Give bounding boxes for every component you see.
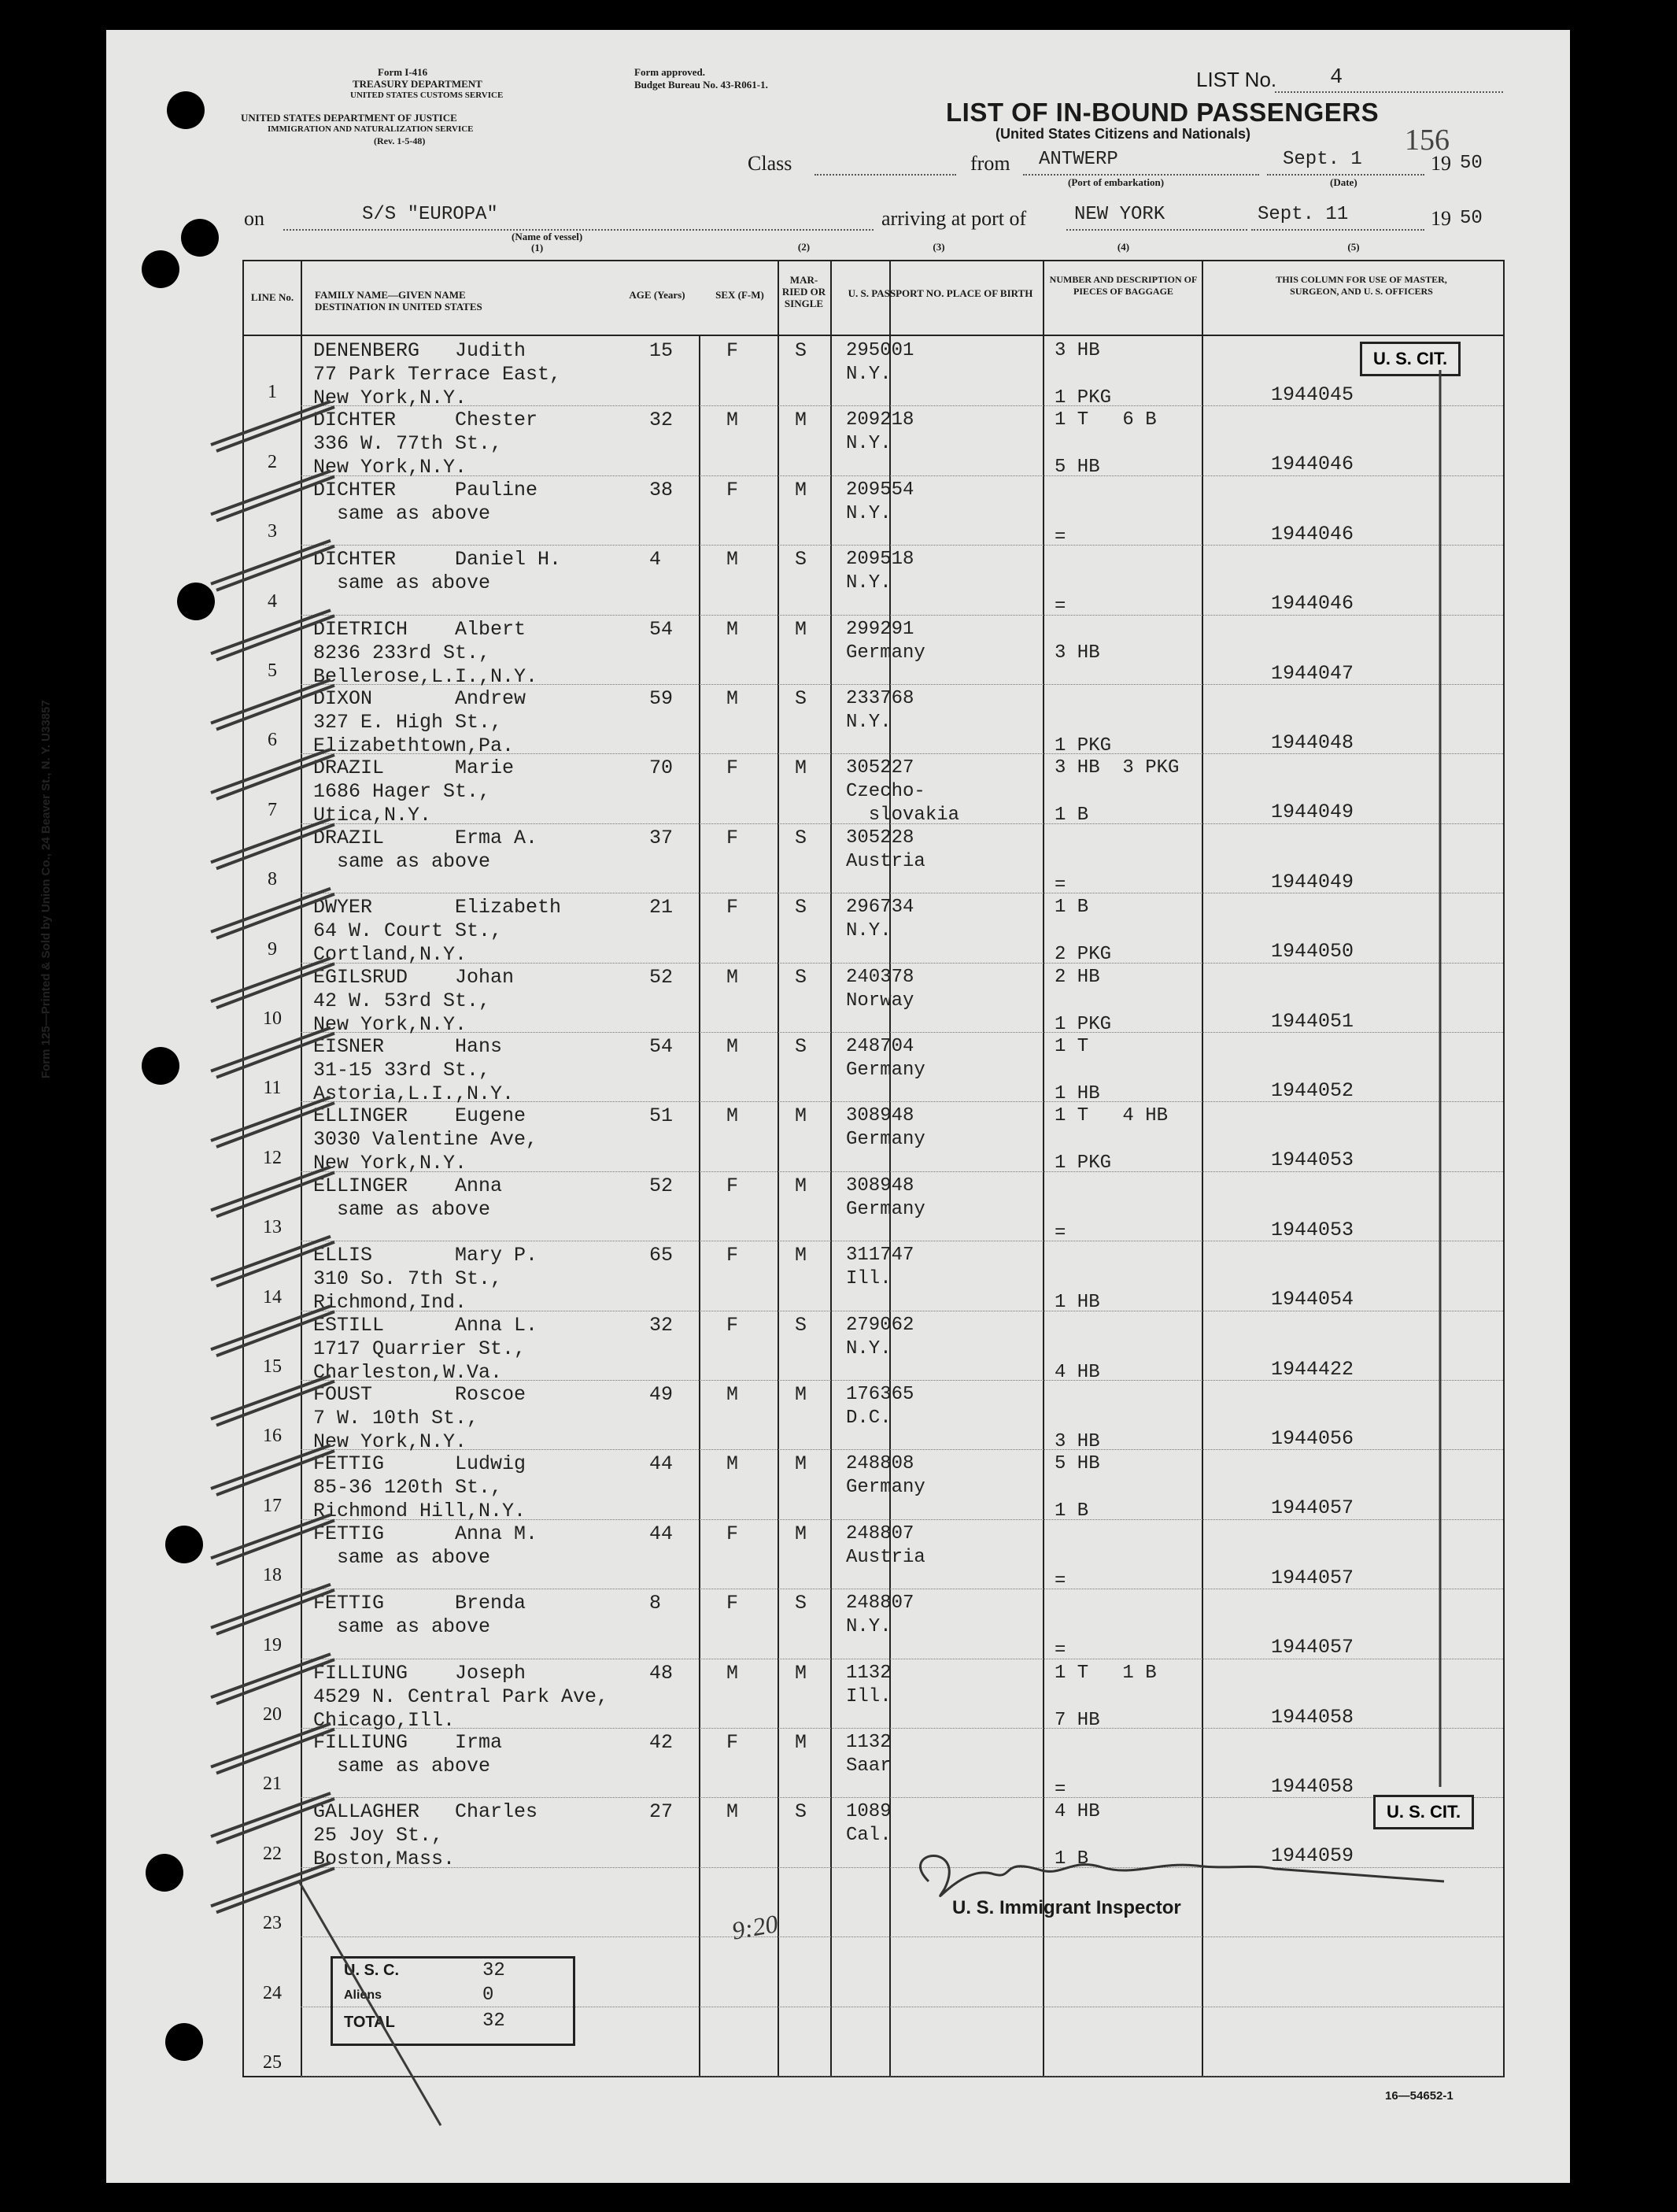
date-caption: (Date) [1330, 176, 1357, 188]
form-revision: (Rev. 1-5-48) [374, 135, 426, 146]
passenger-name-destination: DWYER Elizabeth 64 W. Court St., Cortland,N.Y. [313, 896, 562, 967]
marital-status: S [795, 826, 807, 849]
check-mark [211, 471, 334, 520]
marital-status: S [795, 548, 807, 571]
line-number: 17 [263, 1495, 282, 1516]
document-subtitle: (United States Citizens and Nationals) [995, 126, 1251, 142]
check-mark [211, 1654, 334, 1703]
officer-number: 1944054 [1271, 1288, 1354, 1311]
baggage-description: = [1055, 874, 1066, 896]
line-number: 12 [263, 1147, 282, 1168]
officer-number: 1944057 [1271, 1566, 1354, 1589]
passenger-name-destination: FETTIG Ludwig 85-36 120th St., Richmond Hill,N.Y. [313, 1452, 526, 1523]
officer-number: 1944422 [1271, 1357, 1354, 1381]
officer-number: 1944053 [1271, 1149, 1354, 1172]
header-baggage-num: (4) [1117, 241, 1130, 253]
header-officers: THIS COLUMN FOR USE OF MASTER, SURGEON, AND U. S. OFFICERS [1276, 274, 1447, 297]
header-married-num: (2) [797, 241, 811, 253]
check-mark [211, 1097, 334, 1147]
passenger-name-destination: DICHTER Chester 336 W. 77th St., New York,N.Y. [313, 409, 538, 479]
passenger-name-destination: EGILSRUD Johan 42 W. 53rd St., New York,N.Y. [313, 965, 515, 1036]
marital-status: S [795, 1035, 807, 1058]
passenger-sex: F [726, 1313, 739, 1337]
passenger-age: 44 [649, 1522, 674, 1545]
line-number: 1 [268, 382, 277, 403]
page-number: 156 [1405, 124, 1450, 157]
dept-justice: UNITED STATES DEPARTMENT OF JUSTICE [241, 112, 457, 124]
marital-status: S [795, 896, 807, 919]
passenger-age: 8 [649, 1592, 662, 1615]
check-mark [211, 1862, 334, 1912]
passenger-sex: F [726, 1244, 739, 1267]
passport-birthplace: 248704 Germany [846, 1036, 925, 1081]
check-mark [211, 889, 334, 938]
check-mark [211, 610, 334, 660]
header-passport-num: (3) [933, 241, 945, 253]
check-mark [211, 1585, 334, 1634]
passenger-age: 48 [649, 1661, 674, 1685]
line-number: 7 [268, 799, 277, 820]
us-citizen-stamp: U. S. CIT. [1373, 1795, 1474, 1829]
officer-number: 1944046 [1271, 522, 1354, 546]
embark-date-value: Sept. 1 [1283, 149, 1362, 170]
passenger-name-destination: FILLIUNG Irma same as above [313, 1731, 503, 1777]
passenger-age: 42 [649, 1731, 674, 1754]
baggage-description: 4 HB [1055, 1361, 1100, 1383]
marital-status: S [795, 1800, 807, 1824]
marital-status: S [795, 1592, 807, 1615]
passenger-age: 52 [649, 1174, 674, 1197]
on-label: on [244, 207, 264, 230]
header-name: FAMILY NAME—GIVEN NAME DESTINATION IN UNITED STATES [315, 289, 482, 313]
baggage-description: 3 HB [1055, 1431, 1100, 1452]
printer-imprint: Form 125—Printed & Sold by Union Co., 24 Beaver St., N. Y. U33857 [39, 700, 53, 1078]
passport-birthplace: 176365 D.C. [846, 1384, 914, 1429]
marital-status: M [795, 1244, 807, 1267]
passenger-sex: M [726, 409, 739, 432]
baggage-description: 5 HB 1 B [1055, 1453, 1100, 1522]
line-number: 4 [268, 590, 277, 612]
passport-birthplace: 311747 Ill. [846, 1245, 914, 1290]
line-number: 22 [263, 1843, 282, 1864]
line-number: 5 [268, 660, 277, 681]
officer-number: 1944058 [1271, 1775, 1354, 1798]
baggage-description: = [1055, 1570, 1066, 1592]
header-passport: U. S. PASSPORT NO. PLACE OF BIRTH [848, 287, 1033, 299]
passenger-age: 32 [649, 409, 674, 432]
passenger-age: 49 [649, 1383, 674, 1406]
passenger-age: 27 [649, 1800, 674, 1824]
check-mark [211, 1515, 334, 1564]
baggage-description: = [1055, 1779, 1066, 1800]
header-officers-num: (5) [1347, 241, 1360, 253]
passenger-age: 37 [649, 826, 674, 849]
footer-code: 16—54652-1 [1385, 2089, 1454, 2103]
baggage-description: 1 T 1 B 7 HB [1055, 1662, 1157, 1731]
passenger-age: 32 [649, 1313, 674, 1337]
passenger-sex: M [726, 965, 739, 989]
baggage-description: 1 T 1 HB [1055, 1036, 1100, 1104]
inspector-label: U. S. Immigrant Inspector [952, 1897, 1181, 1918]
check-mark [211, 1445, 334, 1495]
time-note: 9:20 [730, 1909, 781, 1945]
line-number: 19 [263, 1634, 282, 1655]
line-number: 6 [268, 730, 277, 751]
passenger-name-destination: DENENBERG Judith 77 Park Terrace East, New York,N.Y. [313, 339, 562, 409]
passenger-name-destination: EISNER Hans 31-15 33rd St., Astoria,L.I.,N.Y. [313, 1035, 515, 1105]
check-mark [211, 749, 334, 799]
line-number: 16 [263, 1426, 282, 1447]
passenger-sex: F [726, 756, 739, 780]
passenger-age: 59 [649, 687, 674, 710]
passport-birthplace: 248807 Austria [846, 1522, 925, 1568]
dept-treasury: TREASURY DEPARTMENT [353, 78, 482, 90]
passenger-age: 54 [649, 1035, 674, 1058]
passenger-age: 51 [649, 1104, 674, 1128]
marital-status: M [795, 1522, 807, 1545]
officer-number: 1944049 [1271, 801, 1354, 824]
passenger-age: 4 [649, 548, 662, 571]
marital-status: M [795, 756, 807, 780]
line-number: 9 [268, 938, 277, 960]
aliens-label: Aliens [344, 1988, 382, 2002]
passenger-name-destination: ELLINGER Eugene 3030 Valentine Ave, New York,N.Y. [313, 1104, 538, 1175]
passenger-sex: F [726, 1731, 739, 1754]
class-label: Class [748, 152, 792, 175]
marital-status: M [795, 1452, 807, 1476]
passenger-name-destination: DIXON Andrew 327 E. High St., Elizabethtown,Pa. [313, 687, 526, 757]
officer-number: 1944050 [1271, 940, 1354, 964]
line-number: 13 [263, 1217, 282, 1238]
baggage-description: 1 B 2 PKG [1055, 897, 1112, 966]
check-mark [211, 1793, 334, 1843]
baggage-description: 3 HB 1 PKG [1055, 340, 1112, 409]
marital-status: M [795, 409, 807, 432]
passenger-sex: F [726, 826, 739, 849]
passport-birthplace: 295001 N.Y. [846, 340, 914, 385]
passenger-name-destination: ELLINGER Anna same as above [313, 1174, 503, 1221]
check-mark [211, 1237, 334, 1286]
form-approved: Form approved. [634, 66, 706, 78]
header-baggage: NUMBER AND DESCRIPTION OF PIECES OF BAGGAGE [1049, 274, 1198, 297]
marital-status: M [795, 1731, 807, 1754]
officer-number: 1944045 [1271, 383, 1354, 406]
passenger-age: 44 [649, 1452, 674, 1476]
total-label: TOTAL [344, 2014, 395, 2031]
line-number: 18 [263, 1565, 282, 1586]
from-label: from [970, 152, 1010, 175]
baggage-description: 3 HB [1055, 642, 1100, 664]
passport-birthplace: 296734 N.Y. [846, 897, 914, 942]
baggage-description: = [1055, 596, 1066, 618]
passenger-name-destination: FETTIG Brenda same as above [313, 1592, 526, 1639]
check-mark [211, 541, 334, 590]
line-number: 14 [263, 1286, 282, 1308]
passenger-age: 54 [649, 617, 674, 641]
usc-count: 32 [482, 1960, 505, 1981]
baggage-description: 1 T 6 B 5 HB [1055, 409, 1157, 479]
line-number: 23 [263, 1913, 282, 1934]
budget-bureau: Budget Bureau No. 43-R061-1. [634, 79, 768, 91]
check-mark [211, 958, 334, 1008]
passenger-age: 65 [649, 1244, 674, 1267]
baggage-description: 3 HB 3 PKG 1 B [1055, 757, 1180, 827]
officer-number: 1944058 [1271, 1705, 1354, 1729]
officer-number: 1944048 [1271, 731, 1354, 754]
arriving-label: arriving at port of [881, 207, 1027, 230]
marital-status: M [795, 617, 807, 641]
passenger-age: 52 [649, 965, 674, 989]
check-mark [211, 401, 334, 451]
customs-service: UNITED STATES CUSTOMS SERVICE [350, 91, 504, 100]
embark-year-prefix: 19 [1431, 152, 1451, 175]
passenger-sex: F [726, 1522, 739, 1545]
passenger-sex: F [726, 478, 739, 501]
passenger-sex: M [726, 1104, 739, 1128]
line-number: 21 [263, 1774, 282, 1795]
arrival-year-suffix: 50 [1460, 208, 1483, 229]
officer-number: 1944047 [1271, 661, 1354, 685]
officer-number: 1944059 [1271, 1844, 1354, 1868]
port-embarkation-caption: (Port of embarkation) [1068, 176, 1165, 188]
passenger-age: 70 [649, 756, 674, 780]
baggage-description: 2 HB 1 PKG [1055, 966, 1112, 1035]
passenger-name-destination: DICHTER Pauline same as above [313, 478, 538, 525]
embark-year-suffix: 50 [1460, 153, 1483, 174]
baggage-description: = [1055, 1222, 1066, 1244]
passenger-age: 38 [649, 478, 674, 501]
passport-birthplace: 1132 Ill. [846, 1662, 892, 1707]
officer-number: 1944051 [1271, 1009, 1354, 1033]
passenger-name-destination: FILLIUNG Joseph 4529 N. Central Park Ave, Chicago,Ill. [313, 1661, 609, 1732]
marital-status: M [795, 1174, 807, 1197]
line-number: 8 [268, 869, 277, 890]
line-number: 11 [263, 1078, 282, 1099]
marital-status: M [795, 1104, 807, 1128]
passport-birthplace: 1089 Cal. [846, 1801, 892, 1847]
passport-birthplace: 209518 N.Y. [846, 549, 914, 594]
passenger-name-destination: FETTIG Anna M. same as above [313, 1522, 538, 1569]
officer-number: 1944057 [1271, 1496, 1354, 1520]
line-number: 2 [268, 451, 277, 472]
check-mark [211, 819, 334, 868]
header-married: MAR-RIED OR SINGLE [781, 274, 826, 309]
passenger-name-destination: ELLIS Mary P. 310 So. 7th St., Richmond,Ind. [313, 1244, 538, 1315]
check-mark [211, 1724, 334, 1774]
passenger-sex: M [726, 1661, 739, 1685]
arrival-date-value: Sept. 11 [1258, 204, 1349, 225]
marital-status: S [795, 1313, 807, 1337]
passenger-age: 21 [649, 896, 674, 919]
header-age: AGE (Years) [629, 289, 685, 301]
officer-number: 1944046 [1271, 453, 1354, 476]
check-mark [211, 1376, 334, 1426]
baggage-description: 1 HB [1055, 1292, 1100, 1314]
passenger-name-destination: GALLAGHER Charles 25 Joy St., Boston,Mass. [313, 1800, 538, 1871]
passport-birthplace: 305227 Czecho- slovakia [846, 757, 960, 827]
passport-birthplace: 308948 Germany [846, 1105, 925, 1151]
passenger-sex: M [726, 617, 739, 641]
passenger-name-destination: DICHTER Daniel H. same as above [313, 548, 562, 595]
passenger-name-destination: DIETRICH Albert 8236 233rd St., Bellerose,L.I.,N.Y. [313, 617, 538, 688]
ins-service: IMMIGRATION AND NATURALIZATION SERVICE [268, 124, 474, 134]
marital-status: M [795, 1661, 807, 1685]
total-count: 32 [482, 2010, 505, 2032]
line-number: 10 [263, 1008, 282, 1029]
officer-number: 1944052 [1271, 1079, 1354, 1102]
passenger-sex: F [726, 1592, 739, 1615]
check-mark [211, 1306, 334, 1356]
check-mark [211, 1028, 334, 1078]
vessel-caption: (Name of vessel) [512, 231, 583, 242]
passenger-name-destination: DRAZIL Marie 1686 Hager St., Utica,N.Y. [313, 756, 515, 827]
marital-status: M [795, 478, 807, 501]
passport-birthplace: 279062 N.Y. [846, 1314, 914, 1359]
form-number: Form I-416 [378, 66, 428, 78]
baggage-description: 1 PKG [1055, 735, 1112, 756]
line-number: 25 [263, 2052, 282, 2073]
officer-number: 1944046 [1271, 592, 1354, 616]
line-number: 3 [268, 521, 277, 542]
passport-birthplace: 240378 Norway [846, 966, 914, 1012]
aliens-count: 0 [482, 1985, 494, 2006]
officer-number: 1944049 [1271, 870, 1354, 893]
passenger-sex: F [726, 339, 739, 362]
baggage-description: 4 HB 1 B [1055, 1801, 1100, 1870]
passport-birthplace: 248808 Germany [846, 1453, 925, 1499]
passenger-sex: M [726, 687, 739, 710]
passport-birthplace: 299291 Germany [846, 618, 925, 664]
passenger-name-destination: DRAZIL Erma A. same as above [313, 826, 538, 873]
line-number: 24 [263, 1982, 282, 2003]
officer-number: 1944053 [1271, 1218, 1354, 1241]
passenger-sex: M [726, 1035, 739, 1058]
officer-number: 1944056 [1271, 1427, 1354, 1450]
passport-birthplace: 308948 Germany [846, 1174, 925, 1220]
header-sex: SEX (F-M) [715, 289, 764, 301]
passport-birthplace: 305228 Austria [846, 827, 925, 872]
baggage-description: 1 T 4 HB 1 PKG [1055, 1105, 1169, 1174]
passenger-sex: F [726, 1174, 739, 1197]
list-no-label: LIST No. [1196, 68, 1277, 91]
passenger-sex: F [726, 896, 739, 919]
officer-number: 1944057 [1271, 1636, 1354, 1659]
pencil-line [299, 370, 1440, 2125]
passenger-sex: M [726, 1800, 739, 1824]
passenger-sex: M [726, 1383, 739, 1406]
passenger-sex: M [726, 1452, 739, 1476]
vessel-column-number: (1) [531, 242, 544, 253]
us-citizen-stamp: U. S. CIT. [1360, 342, 1461, 376]
header-line-no: LINE No. [250, 291, 294, 303]
passport-birthplace: 1132 Saar [846, 1732, 892, 1777]
list-no-value: 4 [1330, 66, 1343, 90]
arrival-year-prefix: 19 [1431, 207, 1451, 230]
marital-status: S [795, 339, 807, 362]
baggage-description: = [1055, 1640, 1066, 1662]
passenger-sex: M [726, 548, 739, 571]
document-title: LIST OF IN-BOUND PASSENGERS [946, 98, 1380, 127]
arrival-port-value: NEW YORK [1074, 204, 1165, 225]
marital-status: M [795, 1383, 807, 1406]
passenger-age: 15 [649, 339, 674, 362]
marital-status: S [795, 965, 807, 989]
passport-birthplace: 209218 N.Y. [846, 409, 914, 455]
marital-status: S [795, 687, 807, 710]
port-embarkation-value: ANTWERP [1039, 149, 1118, 170]
line-number: 15 [263, 1356, 282, 1377]
passenger-name-destination: ESTILL Anna L. 1717 Quarrier St., Charleston,W.Va. [313, 1313, 538, 1384]
baggage-description: = [1055, 526, 1066, 548]
usc-label: U. S. C. [344, 1962, 400, 1979]
passport-birthplace: 209554 N.Y. [846, 479, 914, 524]
passport-birthplace: 248807 N.Y. [846, 1592, 914, 1638]
passport-birthplace: 233768 N.Y. [846, 688, 914, 733]
check-mark [211, 1167, 334, 1216]
passenger-name-destination: FOUST Roscoe 7 W. 10th St., New York,N.Y. [313, 1383, 526, 1453]
check-mark [211, 680, 334, 730]
vessel-name: S/S "EUROPA" [362, 204, 498, 225]
line-number: 20 [263, 1704, 282, 1725]
